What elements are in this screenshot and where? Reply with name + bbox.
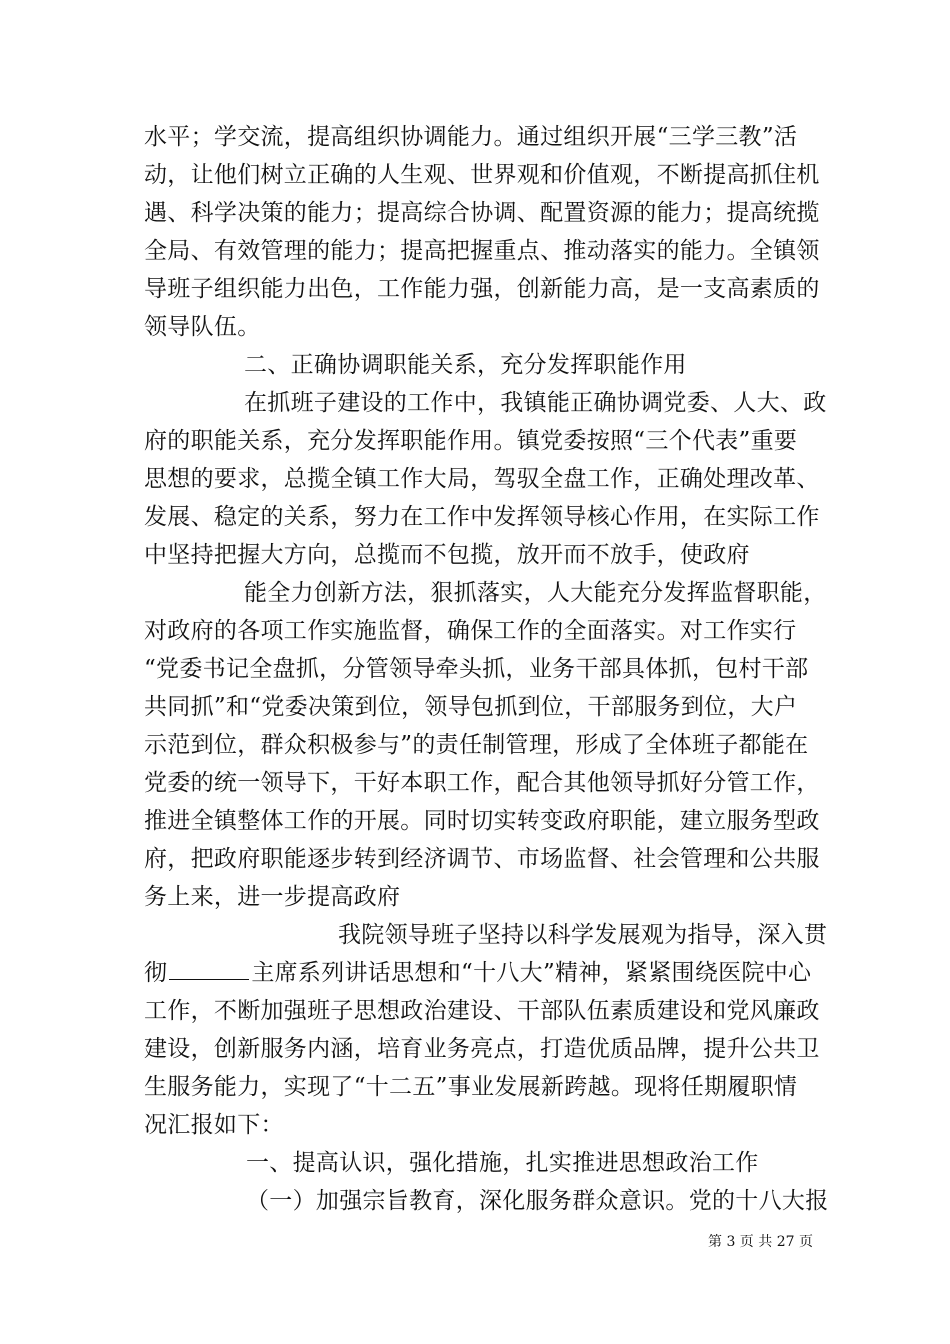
text-line: 对政府的各项工作实施监督，确保工作的全面落实。对工作实行: [144, 618, 797, 644]
text-line: 思想的要求，总揽全镇工作大局，驾驭全盘工作，正确处理改革、: [144, 466, 820, 492]
page-number: 第 3 页 共 27 页: [708, 1234, 813, 1250]
text-line: 发展、稳定的关系，努力在工作中发挥领导核心作用，在实际工作: [144, 504, 820, 530]
text-line: 党委的统一领导下，干好本职工作，配合其他领导抓好分管工作，: [144, 770, 820, 796]
text-line: 全局、有效管理的能力；提高把握重点、推动落实的能力。全镇领: [144, 238, 820, 264]
text-fragment: 主席系列讲话思想和“十八大”精神，紧紧围绕医院中心: [251, 960, 812, 986]
text-line: 水平；学交流，提高组织协调能力。通过组织开展“三学三教”活: [144, 124, 798, 150]
text-line: 推进全镇整体工作的开展。同时切实转变政府职能，建立服务型政: [144, 808, 820, 834]
text-line: 工作，不断加强班子思想政治建设、干部队伍素质建设和党风廉政: [144, 998, 820, 1024]
text-line: 遇、科学决策的能力；提高综合协调、配置资源的能力；提高统揽: [144, 200, 820, 226]
blank-underline: [169, 959, 249, 980]
text-line: [144, 958, 811, 988]
text-line: 在抓班子建设的工作中，我镇能正确协调党委、人大、政: [244, 390, 827, 416]
text-line: 导班子组织能力出色，工作能力强，创新能力高，是一支高素质的: [144, 276, 820, 302]
text-fragment: 彻: [144, 960, 168, 986]
section-heading: 一、提高认识，强化措施，扎实推进思想政治工作: [246, 1150, 759, 1176]
text-line: 府，把政府职能逐步转到经济调节、市场监督、社会管理和公共服: [144, 846, 820, 872]
text-line: 况汇报如下：: [144, 1112, 284, 1138]
text-line: 建设，创新服务内涵，培育业务亮点，打造优质品牌，提升公共卫: [144, 1036, 820, 1062]
text-line: 府的职能关系，充分发挥职能作用。镇党委按照“三个代表”重要: [144, 428, 798, 454]
text-line: 领导队伍。: [144, 314, 261, 340]
text-line: 中坚持把握大方向，总揽而不包揽，放开而不放手，使政府: [144, 542, 750, 568]
section-heading: 二、正确协调职能关系，充分发挥职能作用: [244, 352, 687, 378]
text-line: 示范到位，群众积极参与”的责任制管理，形成了全体班子都能在: [144, 732, 809, 758]
text-line: 生服务能力，实现了“十二五”事业发展新跨越。现将任期履职情: [144, 1074, 798, 1100]
text-line: 能全力创新方法，狠抓落实，人大能充分发挥监督职能，: [244, 580, 827, 606]
text-line: 共同抓”和“党委决策到位，领导包抓到位，干部服务到位，大户: [144, 694, 798, 720]
text-line: “党委书记全盘抓，分管领导牵头抓，业务干部具体抓，包村干部: [144, 656, 809, 682]
text-line: 我院领导班子坚持以科学发展观为指导，深入贯: [338, 922, 828, 948]
text-line: 动，让他们树立正确的人生观、世界观和价值观，不断提高抓住机: [144, 162, 820, 188]
text-line: 务上来，进一步提高政府: [144, 884, 401, 910]
subsection-heading: （一）加强宗旨教育，深化服务群众意识。党的十八大报: [246, 1188, 829, 1214]
